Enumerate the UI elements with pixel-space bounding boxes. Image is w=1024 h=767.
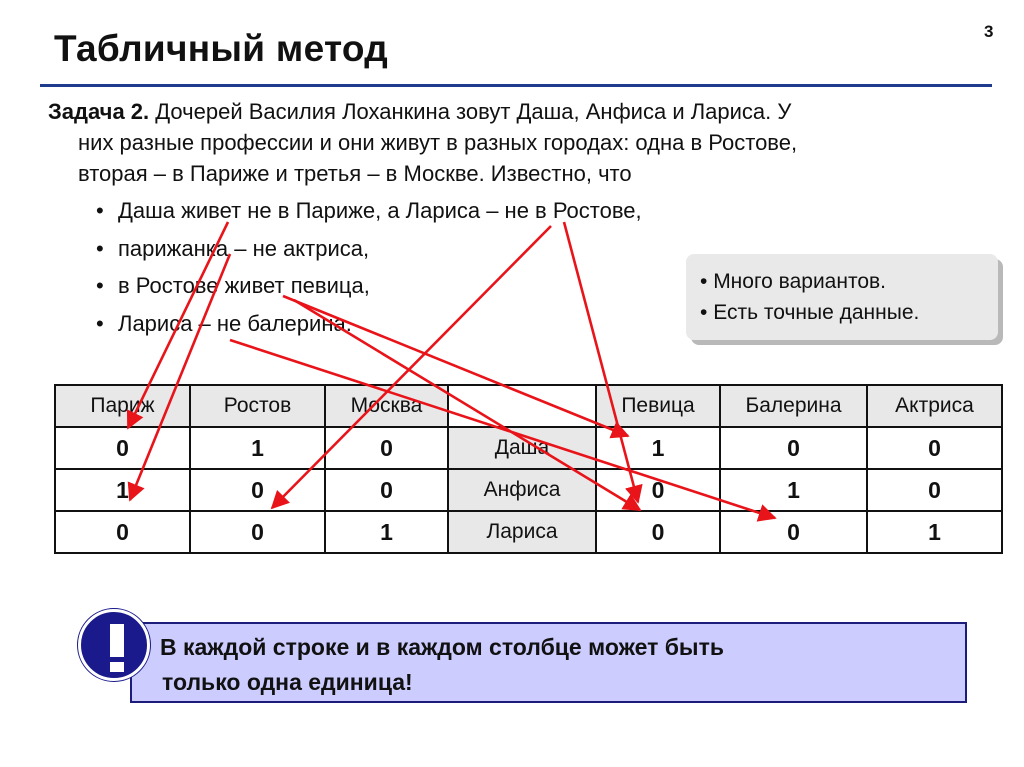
table-cell: 0 <box>720 511 867 553</box>
title-rule <box>40 84 992 87</box>
task-line-1 <box>48 96 948 127</box>
condition-item: • Лариса – не балерина. <box>96 310 352 336</box>
header-cell-blank <box>448 385 596 427</box>
table-cell: 0 <box>190 469 325 511</box>
table-cell: 0 <box>596 469 720 511</box>
callout-item: • Есть точные данные. <box>700 301 920 324</box>
header-cell: Париж <box>55 385 190 427</box>
rule-note-line: В каждой строке и в каждом столбце может быть <box>160 634 724 660</box>
table-cell: 0 <box>190 511 325 553</box>
rule-note-line: только одна единица! <box>162 669 413 695</box>
condition-text: Даша живет не в Париже, а Лариса – не в Ростове, <box>118 198 642 223</box>
table-cell: 0 <box>55 511 190 553</box>
table-cell: 0 <box>596 511 720 553</box>
table-cell: 1 <box>867 511 1002 553</box>
table-row <box>55 469 1002 511</box>
exclamation-icon <box>78 609 150 681</box>
callout-item: • Много вариантов. <box>700 270 887 293</box>
table-cell: 1 <box>325 511 448 553</box>
table-cell: 0 <box>720 427 867 469</box>
condition-text: в Ростове живет певица, <box>118 273 370 298</box>
condition-item: • Даша живет не в Париже, а Лариса – не в Ростове, <box>96 198 642 223</box>
table-cell: 0 <box>325 427 448 469</box>
row-name-cell: Анфиса <box>448 469 596 511</box>
condition-item: • в Ростове живет певица, <box>96 273 370 298</box>
condition-list <box>96 193 642 343</box>
table-cell: 1 <box>720 469 867 511</box>
table-row <box>55 427 1002 469</box>
callout-box <box>686 254 998 340</box>
table-cell: 1 <box>55 469 190 511</box>
header-cell: Ростов <box>190 385 325 427</box>
table-cell: 1 <box>596 427 720 469</box>
table-cell: 0 <box>55 427 190 469</box>
slide-number: 3 <box>984 22 994 41</box>
table-cell: 1 <box>190 427 325 469</box>
table-header-row <box>55 385 1002 427</box>
table-row <box>55 511 1002 553</box>
task-label: Задача 2. <box>48 99 150 124</box>
table-cell: 0 <box>325 469 448 511</box>
slide-title: Табличный метод <box>54 28 389 69</box>
header-cell: Актриса <box>867 385 1002 427</box>
row-name-cell: Лариса <box>448 511 596 553</box>
row-name-cell: Даша <box>448 427 596 469</box>
callout-item-text: Есть точные данные. <box>713 301 920 324</box>
condition-text: Лариса – не балерина. <box>118 310 352 336</box>
task-line-1-text: Дочерей Василия Лоханкина зовут Даша, Анфиса и Лариса. У <box>149 99 792 124</box>
task-line-3: вторая – в Париже и третья – в Москве. Известно, что <box>78 161 632 186</box>
condition-text: парижанка – не актриса, <box>118 235 370 261</box>
task-text <box>48 96 948 189</box>
table-cell: 0 <box>867 427 1002 469</box>
header-cell: Певица <box>596 385 720 427</box>
header-cell: Балерина <box>720 385 867 427</box>
table-cell: 0 <box>867 469 1002 511</box>
condition-item: • парижанка – не актриса, <box>96 235 370 261</box>
logic-table <box>54 384 1003 554</box>
task-line-2: них разные профессии и они живут в разных городах: одна в Ростове, <box>78 130 798 155</box>
callout-item-text: Много вариантов. <box>713 270 887 293</box>
header-cell: Москва <box>325 385 448 427</box>
rule-note <box>130 622 967 703</box>
